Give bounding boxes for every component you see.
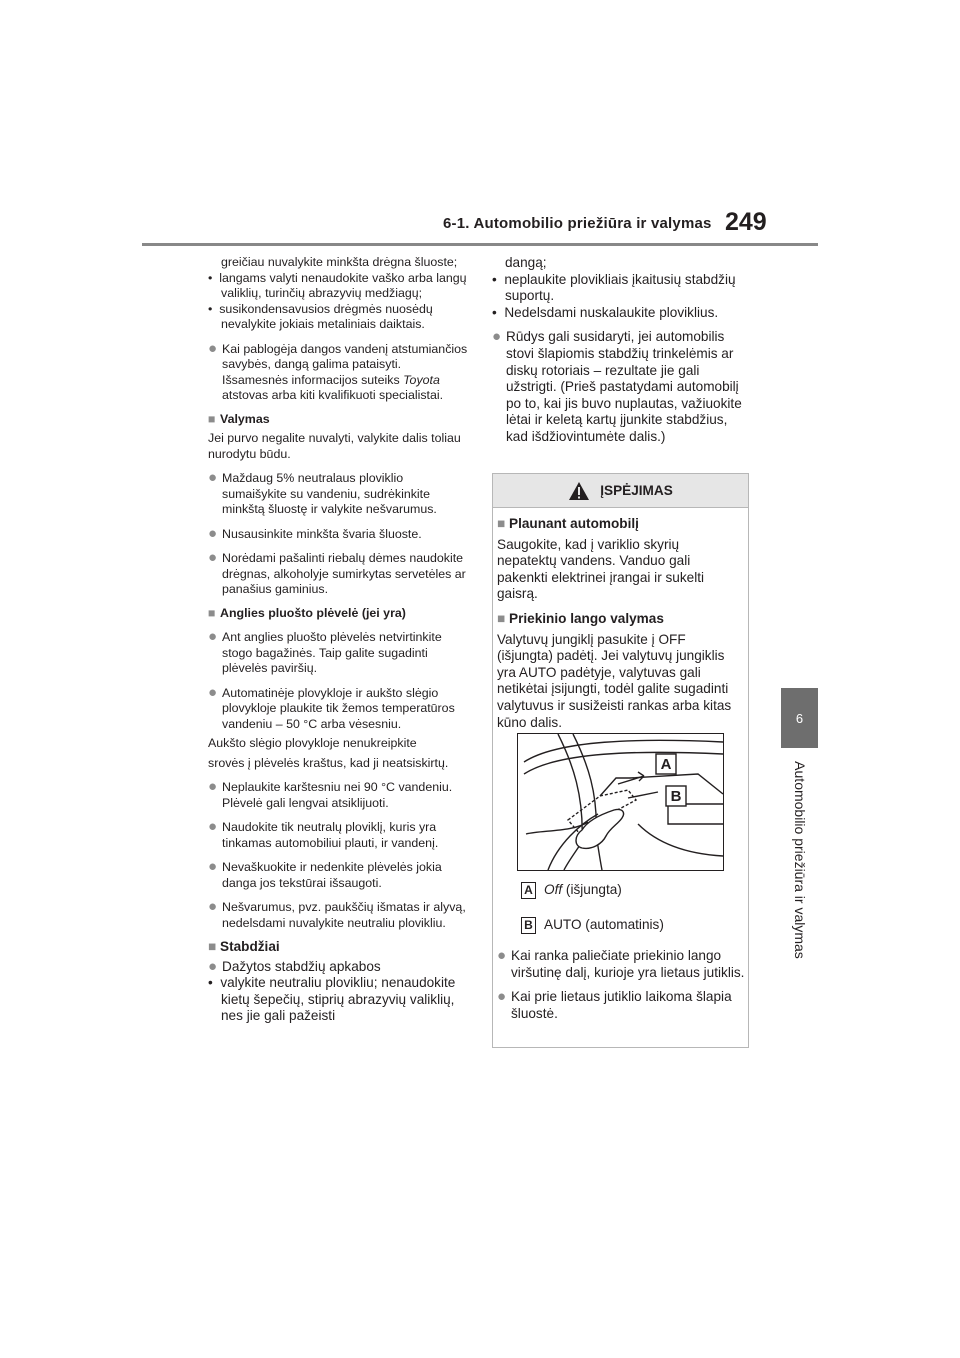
bullet-circle-icon: ● bbox=[208, 683, 218, 701]
warning-triangle-icon bbox=[568, 481, 590, 501]
continued-text: greičiau nuvalykite minkšta drėgna šluoste; bbox=[221, 255, 458, 269]
bullet-circle-icon: ● bbox=[208, 524, 218, 542]
hand-silhouette bbox=[576, 809, 624, 848]
paragraph: Jei purvo negalite nuvalyti, valykite dalis toliau nurodytu būdu. bbox=[208, 431, 461, 461]
list-item: ● Ant anglies pluošto plėvelės netvirtinkite stogo bagažinės. Taip galite sugadinti plėvelės paviršių. bbox=[208, 628, 442, 675]
list-item: • langams valyti nenaudokite vaško arba langų valiklių, turinčių abrazyvių medžiagų; bbox=[208, 270, 467, 300]
right-column bbox=[492, 255, 750, 446]
page-number: 249 bbox=[725, 208, 767, 236]
list-item: ● Kai prie lietaus jutiklio laikoma šlapia šluostė. bbox=[497, 988, 732, 1021]
continued-text: dangą; bbox=[505, 255, 547, 270]
list-item: ● Neplaukite karštesniu nei 90 °C vandeniu. Plėvelė gali lengvai atsiklijuoti. bbox=[208, 778, 453, 810]
list-item: ● Kai pablogėja dangos vandenį atstumiančios savybės, dangą galima pataisyti. Išsamesnės informacijos suteiks Toyota atstovas arba kiti kvalifikuoti specialistai. bbox=[208, 339, 468, 402]
figure-note-a: A Off (išjungta) bbox=[521, 882, 741, 899]
list-item: ● Nevaškuokite ir nedenkite plėvelės jokia danga jos tekstūrai išsaugoti. bbox=[208, 858, 442, 890]
bullet-circle-icon: ● bbox=[208, 549, 218, 566]
subsection-heading: ■ Stabdžiai bbox=[208, 939, 280, 954]
figure-note-b: B AUTO (automatinis) bbox=[521, 917, 741, 934]
warning-header bbox=[493, 474, 748, 508]
label-b-marker bbox=[666, 786, 686, 806]
subsection-heading: ■ Priekinio lango valymas bbox=[497, 610, 664, 626]
bullet-circle-icon: ● bbox=[497, 988, 507, 1006]
list-item: • susikondensavusios drėgmės nuosėdų nevalykite jokiais metaliniais daiktais. bbox=[208, 301, 433, 331]
list-item: ● Naudokite tik neutralų ploviklį, kuris yra tinkamas automobiliui plauti, ir vandenį. bbox=[208, 818, 439, 850]
list-item: ● Automatinėje plovykloje ir aukšto slėgio plovykloje plaukite tik žemos temperatūros vandeniu – 50 °C arba vėsesniu. bbox=[208, 683, 455, 731]
list-item: ● Kai ranka paliečiate priekinio lango viršutinę dalį, kurioje yra lietaus jutiklis. bbox=[497, 947, 745, 980]
section-title: 6-1. Automobilio priežiūra ir valymas bbox=[443, 215, 712, 232]
subsection-heading: ■ Anglies pluošto plėvelė (jei yra) bbox=[208, 605, 406, 620]
bullet-circle-icon: ● bbox=[208, 469, 218, 486]
header-divider bbox=[142, 243, 818, 246]
warning-box bbox=[492, 473, 749, 1048]
paragraph: Aukšto slėgio plovykloje nenukreipkite bbox=[208, 736, 417, 750]
heading-square-icon: ■ bbox=[497, 516, 506, 531]
left-column bbox=[208, 255, 470, 1025]
list-item: ● Maždaug 5% neutralaus ploviklio sumaišykite su vandeniu, sudrėkinkite minkštą šluostę ir valykite nešvarumus. bbox=[208, 469, 437, 516]
bullet-circle-icon: ● bbox=[208, 778, 218, 795]
heading-square-icon: ■ bbox=[208, 411, 216, 426]
wiper-switch-illustration bbox=[517, 733, 724, 871]
subsection-heading: ■ Valymas bbox=[208, 411, 270, 426]
subsection-heading: ■ Plaunant automobilį bbox=[497, 516, 639, 531]
heading-square-icon: ■ bbox=[497, 610, 506, 626]
chapter-label: Automobilio priežiūra ir valymas bbox=[792, 761, 808, 959]
warning-body bbox=[493, 516, 748, 731]
list-item: • Nedelsdami nuskalaukite ploviklius. bbox=[492, 304, 719, 320]
list-item: ● Dažytos stabdžių apkabos bbox=[208, 957, 381, 975]
svg-text:B: B bbox=[670, 788, 682, 805]
list-item: ● Nešvarumus, pvz. paukščių išmatas ir alyvą, nedelsdami nuvalykite neutraliu plovikliu. bbox=[208, 898, 466, 930]
bullet-circle-icon: ● bbox=[208, 898, 218, 915]
list-item: • valykite neutraliu plovikliu; nenaudokite kietų šepečių, stiprių abrazyvių valiklių, nes jie gali pažeisti bbox=[208, 975, 456, 1024]
bullet-circle-icon: ● bbox=[208, 339, 218, 357]
list-item: ● Rūdys gali susidaryti, jei automobilis stovi šlapiomis stabdžių trinkelėmis ar diskų rotoriais – rezultate jie gali užstrigti. (Prieš pastatydami automobilį po to, kai jis buvo nuplautas, važiuokite lėtai ir keletą kartų įjunkite stabdžius, kad išdžiovintumėte dalis.) bbox=[492, 328, 742, 444]
paragraph: Saugokite, kad į variklio skyrių nepatektų vandens. Vanduo gali pakenkti elektrinei įrangai ir sukelti gaisrą. bbox=[497, 536, 705, 602]
list-item: ● Norėdami pašalinti riebalų dėmes naudokite drėgnas, alkoholyje sumirkytas servetėles ar panašius gaminius. bbox=[208, 549, 466, 596]
label-b-box: B bbox=[521, 917, 536, 934]
warning-list bbox=[493, 948, 754, 1022]
bullet-circle-icon: ● bbox=[492, 328, 502, 346]
list-item: • neplaukite plovikliais įkaitusių stabdžių suportų. bbox=[492, 271, 736, 304]
chapter-tab: 6 bbox=[781, 688, 818, 748]
bullet-circle-icon: ● bbox=[208, 818, 218, 835]
steering-column-drawing bbox=[518, 734, 723, 870]
paragraph: srovės į plėvelės kraštus, kad ji neatsiskirtų. bbox=[208, 755, 449, 770]
heading-square-icon: ■ bbox=[208, 939, 217, 954]
warning-title: ĮSPĖJIMAS bbox=[600, 483, 673, 498]
label-a-box: A bbox=[521, 882, 536, 899]
bullet-circle-icon: ● bbox=[208, 858, 218, 875]
svg-text:A: A bbox=[660, 756, 672, 773]
bullet-circle-icon: ● bbox=[208, 957, 218, 975]
paragraph: Valytuvų jungiklį pasukite į OFF (išjungta) padėtį. Jei valytuvų jungiklis yra AUTO padėtyje, valytuvas gali netikėtai įsijungti, todėl galite sugadinti valytuvus ir susižeisti rankas arba kitas kūno dalis. bbox=[497, 631, 732, 730]
bullet-circle-icon: ● bbox=[497, 947, 507, 964]
list-item: ● Nusausinkite minkšta švaria šluoste. bbox=[208, 524, 422, 542]
bullet-circle-icon: ● bbox=[208, 628, 218, 645]
label-a-marker bbox=[656, 754, 676, 774]
heading-square-icon: ■ bbox=[208, 605, 216, 620]
